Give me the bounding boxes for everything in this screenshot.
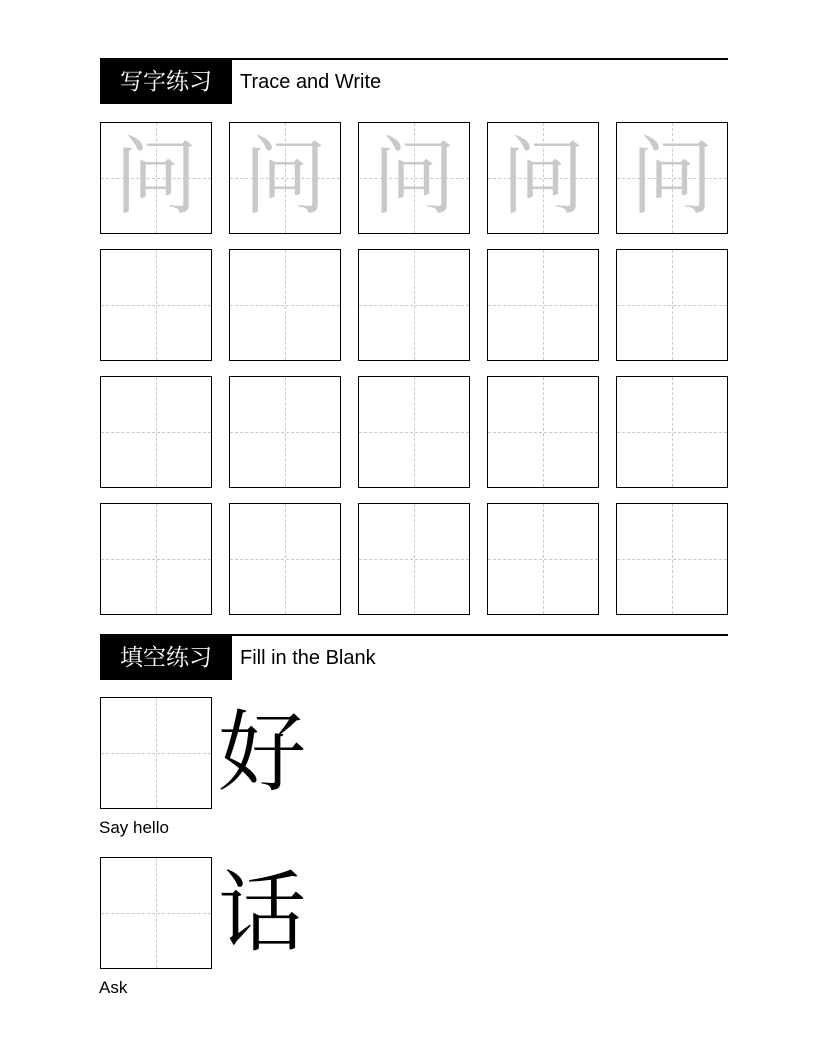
trace-cell[interactable] — [100, 122, 212, 234]
writing-cell[interactable] — [358, 376, 470, 488]
trace-character: 问 — [371, 128, 456, 226]
trace-cell[interactable] — [358, 122, 470, 234]
writing-cell[interactable] — [616, 503, 728, 615]
trace-character: 问 — [242, 128, 327, 226]
fill-section-title-zh: 填空练习 — [100, 636, 232, 680]
blank-cell[interactable] — [100, 857, 212, 969]
fill-hint: Ask — [99, 978, 128, 997]
writing-cell[interactable] — [229, 249, 341, 361]
trace-cell[interactable] — [487, 122, 599, 234]
writing-cell[interactable] — [616, 376, 728, 488]
writing-cell[interactable] — [616, 249, 728, 361]
trace-cell[interactable] — [616, 122, 728, 234]
blank-cell[interactable] — [100, 697, 212, 809]
writing-cell[interactable] — [229, 503, 341, 615]
writing-cell[interactable] — [229, 376, 341, 488]
fill-section-header — [100, 634, 728, 680]
trace-cell[interactable] — [229, 122, 341, 234]
given-character: 好 — [218, 701, 307, 804]
fill-section-title-en: Fill in the Blank — [240, 647, 376, 669]
trace-character: 问 — [500, 128, 585, 226]
writing-cell[interactable] — [358, 249, 470, 361]
writing-cell[interactable] — [487, 376, 599, 488]
trace-section-title-zh: 写字练习 — [100, 60, 232, 104]
trace-section-title-en: Trace and Write — [240, 71, 382, 93]
trace-character: 问 — [629, 128, 714, 226]
given-character: 话 — [218, 861, 307, 964]
fill-hint: Say hello — [99, 818, 169, 837]
trace-character: 问 — [113, 128, 198, 226]
writing-cell[interactable] — [487, 503, 599, 615]
writing-cell[interactable] — [100, 249, 212, 361]
writing-cell[interactable] — [358, 503, 470, 615]
writing-cell[interactable] — [100, 503, 212, 615]
writing-cell[interactable] — [487, 249, 599, 361]
trace-section-header — [100, 58, 728, 104]
writing-cell[interactable] — [100, 376, 212, 488]
